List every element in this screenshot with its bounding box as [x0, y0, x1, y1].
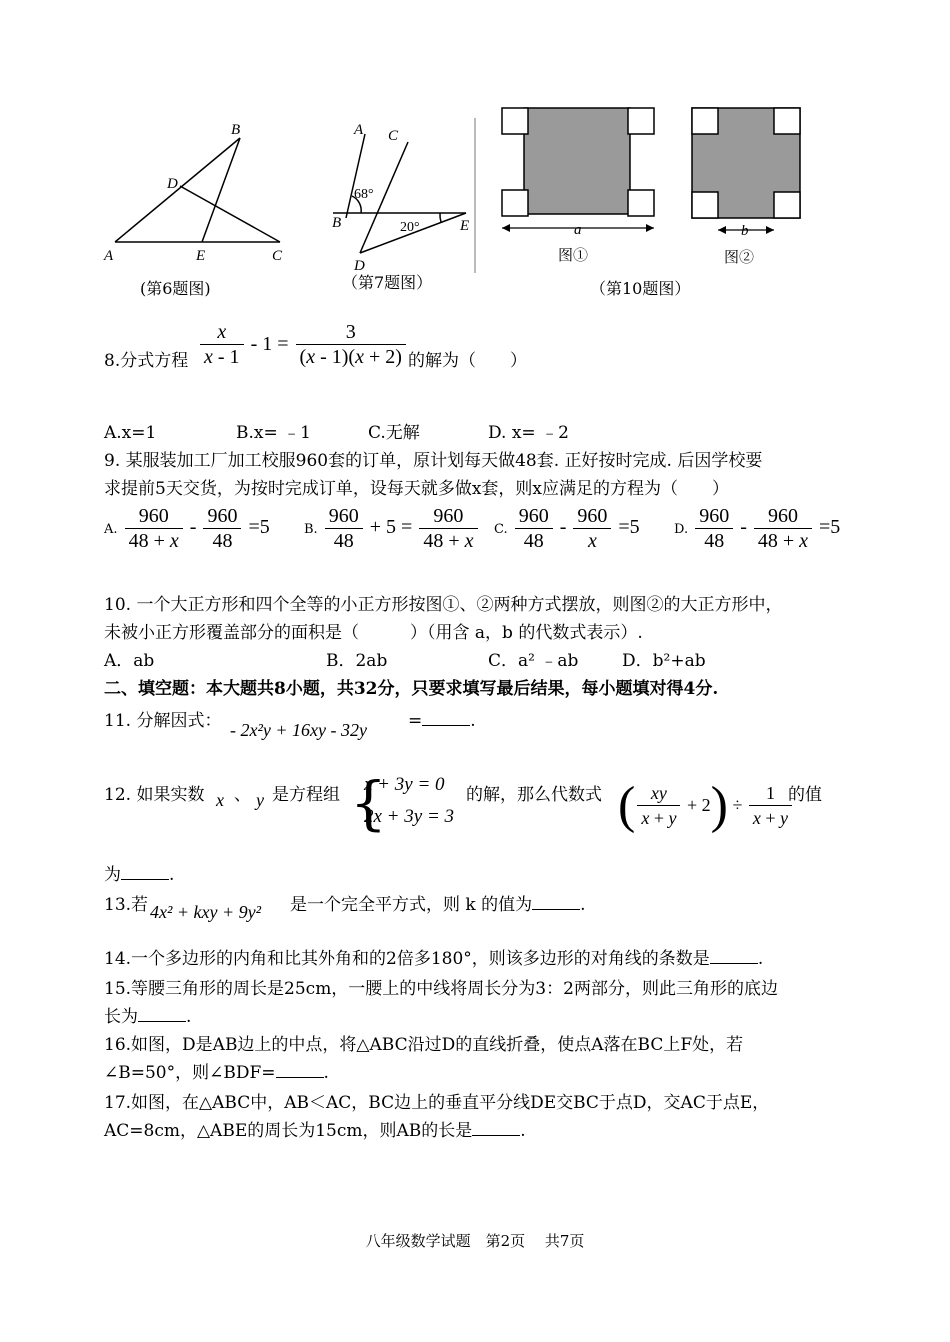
q12-eq1: x + 3y = 0: [364, 774, 445, 795]
q9-label-c: C.: [494, 522, 508, 538]
q10-line2: 未被小正方形覆盖部分的面积是（ ）（用含 a，b 的代数式表示）.: [104, 623, 643, 643]
q13-suffix-line: 是一个完全平方式，则 k 的值为 .: [290, 895, 586, 915]
q13-prefix: 13.若: [104, 895, 149, 915]
figure-7: [328, 118, 480, 273]
fig6-label-a: A: [104, 248, 114, 264]
fig10-label-a: a: [574, 222, 582, 238]
q9-label-a: A.: [104, 522, 118, 538]
q17-line1: 17.如图，在△ABC中，AB＜AC，BC边上的垂直平分线DE交BC于点D，交AC于点E，: [104, 1093, 770, 1113]
q8-option-d: D. x= ﹣2: [488, 423, 569, 443]
q16-line1: 16.如图，D是AB边上的中点，将△ABC沿过D的直线折叠，使点A落在BC上F处，若: [104, 1035, 744, 1055]
q9-option-c: C. $\frac{960}{48}$ - $\frac{960}{x}$ =5: [494, 505, 640, 552]
q12-line2: 为 .: [104, 865, 175, 885]
q10-option-a: A．ab: [104, 651, 155, 671]
q9-label-d: D.: [674, 522, 689, 538]
q12-blank: [121, 863, 169, 880]
q8-option-a: A.x=1: [104, 423, 157, 443]
fig7-label-c: C: [388, 128, 399, 144]
q17-line2: AC=8cm，△ABE的周长为15cm，则AB的长是 .: [104, 1121, 526, 1141]
q16-line2: ∠B=50°，则∠BDF= .: [104, 1063, 329, 1083]
q16-line2-text: ∠B=50°，则∠BDF=: [104, 1063, 276, 1083]
fig7-label-a: A: [354, 122, 364, 138]
q15-line1: 15.等腰三角形的周长是25cm，一腰上的中线将周长分为3：2两部分，则此三角形的底边: [104, 979, 778, 999]
q12-var-y: y: [256, 790, 264, 810]
fig6-label-e: E: [196, 248, 206, 264]
q17-line2-text: AC=8cm，△ABE的周长为15cm，则AB的长是: [104, 1121, 473, 1141]
q15-blank: [138, 1005, 186, 1022]
fig10-caption: （第10题图）: [590, 279, 691, 298]
q9-label-b: B.: [304, 522, 318, 538]
q12-mid: 是方程组: [272, 785, 340, 805]
q12-sep: 、: [234, 785, 251, 805]
q8-prefix: 8.分式方程: [104, 351, 189, 371]
q8-suffix: 的解为（ ）: [408, 351, 527, 371]
q11-prefix: 11. 分解因式：: [104, 711, 222, 731]
fig7-label-b: B: [332, 215, 342, 231]
q8-option-b: B.x= ﹣1: [236, 423, 311, 443]
fig10-label-fig1: 图①: [558, 248, 589, 264]
q8-option-c: C.无解: [368, 423, 420, 443]
section-2-heading: 二、填空题：本大题共8小题，共32分，只要求填写最后结果，每小题填对得4分.: [104, 679, 719, 699]
q12-prefix: 12. 如果实数: [104, 785, 205, 805]
q9-option-b: B. $\frac{960}{48}$ + 5 = $\frac{960}{48 + x}$: [304, 504, 480, 553]
q12-mid2: 的解，那么代数式: [466, 785, 602, 805]
fig6-label-c: C: [272, 248, 283, 264]
fig7-caption: （第7题图）: [342, 273, 433, 292]
fig6-caption: (第6题图): [140, 279, 211, 298]
fig10-label-fig2: 图②: [724, 250, 755, 266]
q12-end: 的值: [788, 785, 822, 805]
q14-text: 14.一个多边形的内角和比其外角和的2倍多180°，则该多边形的对角线的条数是: [104, 949, 710, 969]
q15-line2: 长为 .: [104, 1007, 192, 1027]
q14: 14.一个多边形的内角和比其外角和的2倍多180°，则该多边形的对角线的条数是 .: [104, 949, 764, 969]
fig7-angle-68: 68°: [354, 187, 374, 202]
page-footer: 八年级数学试题 第2页 共7页: [365, 1232, 585, 1250]
q8-equation: $\frac{x}{x - 1}$ - 1 = $\frac{3}{(x - 1)(x + 2)}$: [198, 320, 408, 369]
q9-line2: 求提前5天交货，为按时完成订单，设每天就多做x套，则x应满足的方程为（ ）: [104, 479, 729, 499]
q17-blank: [472, 1119, 520, 1136]
q11-expression: - 2x²y + 16xy - 32y: [230, 720, 367, 740]
q12-line2-text: 为: [104, 865, 121, 885]
q10-option-c: C．a² ﹣ab: [488, 651, 579, 671]
q9-option-d: D. $\frac{960}{48}$ - $\frac{960}{48 + x}$ =5: [674, 505, 841, 552]
q13-suffix: 是一个完全平方式，则 k 的值为: [290, 895, 533, 915]
q13-blank: [532, 893, 580, 910]
figure-6: [100, 118, 300, 268]
q12-eq2: 2x + 3y = 3: [364, 806, 455, 827]
fig6-label-d: D: [167, 176, 178, 192]
fig7-label-e: E: [460, 218, 470, 234]
q16-blank: [276, 1061, 324, 1078]
fig6-label-b: B: [231, 122, 241, 138]
q11-equals: =: [408, 711, 423, 731]
q13-expression: 4x² + kxy + 9y²: [150, 902, 262, 922]
q11-answer: = .: [408, 711, 476, 731]
fig7-angle-20: 20°: [400, 220, 420, 235]
fig7-label-d: D: [354, 258, 365, 273]
q15-line2-text: 长为: [104, 1007, 138, 1027]
figure-10: [498, 104, 808, 274]
q11-blank: [422, 709, 470, 726]
q12-expression: ( $\frac{xy}{x + y}$ + 2) ÷ $\frac{1}{x + y}$: [618, 776, 794, 835]
q9-option-a: A. $\frac{960}{48 + x}$ - $\frac{960}{48}$ =5: [104, 505, 270, 552]
q14-blank: [710, 947, 758, 964]
q10-option-d: D．b²+ab: [622, 651, 706, 671]
q10-option-b: B．2ab: [326, 651, 388, 671]
fig10-label-b: b: [741, 223, 749, 239]
q10-line1: 10. 一个大正方形和四个全等的小正方形按图①、②两种方式摆放，则图②的大正方形中，: [104, 595, 783, 615]
q12-var-x: x: [216, 790, 224, 810]
q12-brace: {: [350, 769, 387, 837]
q9-line1: 9. 某服装加工厂加工校服960套的订单，原计划每天做48套. 正好按时完成. 后因学校要: [104, 451, 763, 471]
